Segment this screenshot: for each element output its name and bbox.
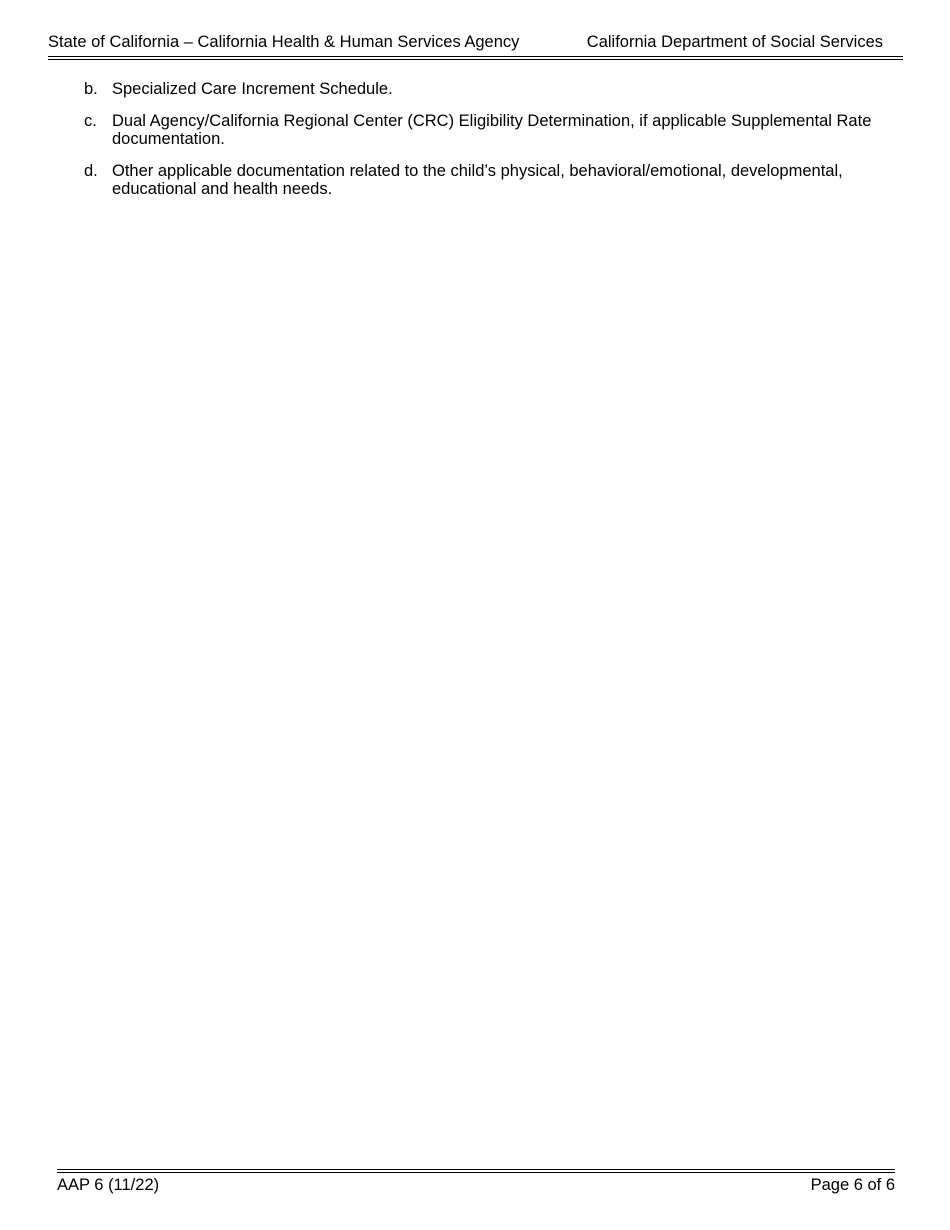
list-item-text: Dual Agency/California Regional Center (CRC) Eligibility Determination, if applicable Supplemental Rate documentation. [112, 112, 872, 148]
page-header [48, 33, 903, 55]
header-rule-upper [48, 56, 903, 57]
list-item-letter: c. [84, 112, 97, 130]
list-item-b [84, 80, 904, 98]
department-name: California Department of Social Services [586, 33, 883, 51]
list-item-letter: b. [84, 80, 98, 98]
list-item-text: Other applicable documentation related to the child’s physical, behavioral/emotional, developmental, educational and health needs. [112, 162, 843, 198]
documentation-list [84, 80, 904, 212]
footer-rule-upper [57, 1169, 895, 1170]
page-number: Page 6 of 6 [810, 1176, 895, 1194]
footer-rule-lower [57, 1172, 895, 1173]
list-item-c [84, 112, 904, 148]
list-item-letter: d. [84, 162, 98, 180]
form-id: AAP 6 (11/22) [57, 1176, 160, 1194]
list-item-d [84, 162, 904, 198]
header-rule-lower [48, 59, 903, 60]
list-item-text: Specialized Care Increment Schedule. [112, 80, 393, 98]
agency-name: State of California – California Health & Human Services Agency [48, 33, 520, 51]
